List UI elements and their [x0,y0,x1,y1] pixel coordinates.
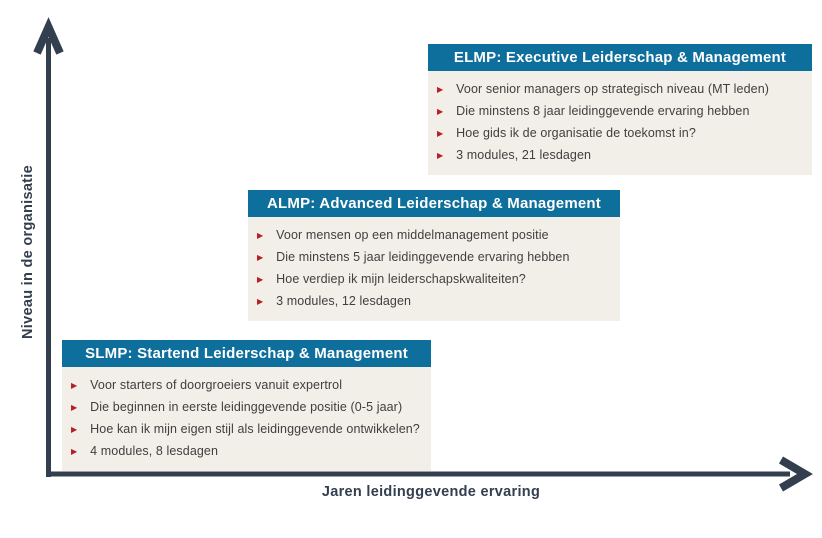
bullet-text: 4 modules, 8 lesdagen [90,444,219,458]
bullet-arrow-icon: ▶ [257,275,264,284]
bullet-arrow-icon: ▶ [71,425,78,434]
program-body-slmp [62,367,431,471]
bullet-arrow-icon: ▶ [437,151,444,160]
y-axis-label: Niveau in de organisatie [20,165,36,339]
bullet-row [428,144,812,166]
bullet-text: Die minstens 8 jaar leidinggevende ervaring hebben [456,104,750,118]
bullet-text: Die beginnen in eerste leidinggevende positie (0-5 jaar) [90,400,403,414]
program-box-slmp [62,340,431,471]
bullet-row [62,440,431,462]
bullet-text: Hoe kan ik mijn eigen stijl als leidinggevende ontwikkelen? [90,422,420,436]
bullet-arrow-icon: ▶ [437,85,444,94]
bullet-arrow-icon: ▶ [437,107,444,116]
bullet-text: Hoe verdiep ik mijn leiderschapskwaliteiten? [276,272,526,286]
bullet-text: Voor senior managers op strategisch niveau (MT leden) [456,82,770,96]
bullet-arrow-icon: ▶ [257,253,264,262]
x-axis-label: Jaren leidinggevende ervaring [321,484,541,500]
bullet-row [62,418,431,440]
bullet-row [428,100,812,122]
bullet-row [428,78,812,100]
bullet-text: Hoe gids ik de organisatie de toekomst in? [456,126,696,140]
bullet-text: Die minstens 5 jaar leidinggevende ervaring hebben [276,250,570,264]
bullet-row [248,268,620,290]
program-title-almp: ALMP: Advanced Leiderschap & Management [248,190,620,217]
bullet-text: Voor starters of doorgroeiers vanuit expertrol [90,378,343,392]
program-box-elmp [428,44,812,175]
program-box-almp [248,190,620,321]
bullet-text: Voor mensen op een middelmanagement positie [276,228,549,242]
bullet-row [248,290,620,312]
bullet-arrow-icon: ▶ [257,297,264,306]
bullet-row [248,224,620,246]
bullet-text: 3 modules, 12 lesdagen [276,294,412,308]
bullet-arrow-icon: ▶ [71,447,78,456]
bullet-row [428,122,812,144]
bullet-arrow-icon: ▶ [71,403,78,412]
program-body-elmp [428,71,812,175]
bullet-row [62,396,431,418]
bullet-arrow-icon: ▶ [437,129,444,138]
bullet-arrow-icon: ▶ [257,231,264,240]
bullet-text: 3 modules, 21 lesdagen [456,148,592,162]
program-title-elmp: ELMP: Executive Leiderschap & Management [428,44,812,71]
bullet-arrow-icon: ▶ [71,381,78,390]
bullet-row [248,246,620,268]
program-body-almp [248,217,620,321]
bullet-row [62,374,431,396]
program-title-slmp: SLMP: Startend Leiderschap & Management [62,340,431,367]
